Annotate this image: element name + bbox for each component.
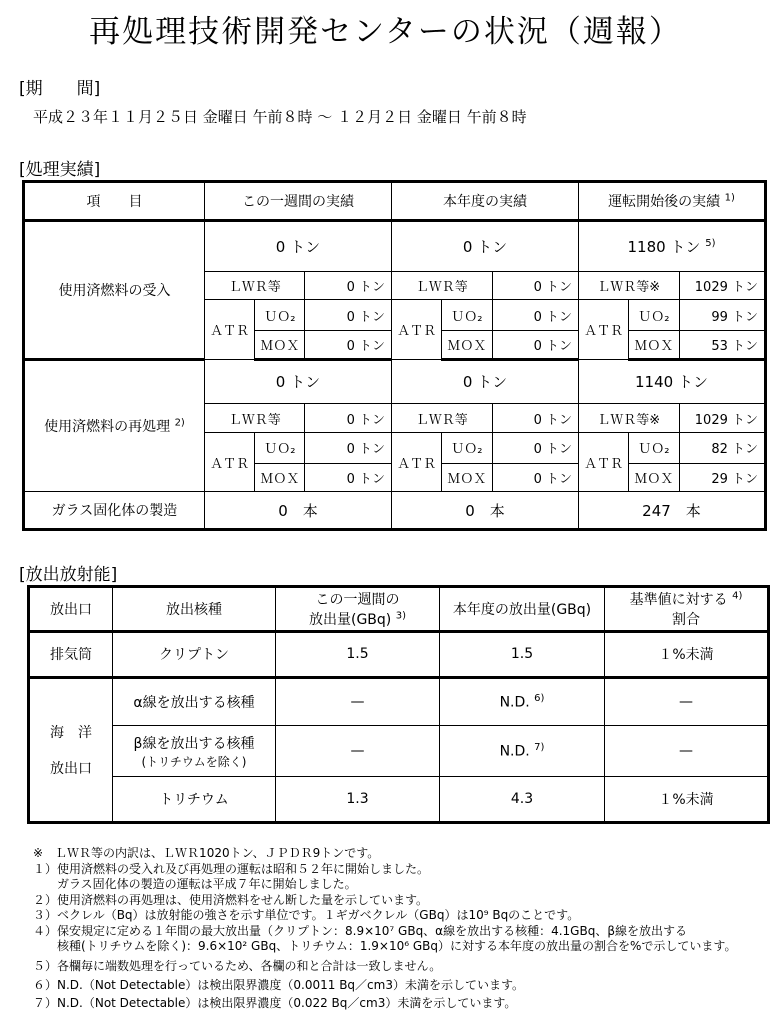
reprocess-label: 使用済燃料の再処理 $^{2)}$ [24, 359, 205, 492]
receipt-label: 使用済燃料の受入 [24, 220, 205, 359]
header-week-release: この一週間の 放出量(GBq) $^{3)}$ [276, 587, 440, 632]
reprocess-uo2-all: 82 トン [679, 432, 766, 463]
reprocess-mox-week: 0 トン [305, 463, 391, 492]
alpha-year: N.D. $^{6)}$ [440, 678, 605, 726]
release-table [27, 585, 770, 824]
tritium-ratio: １%未満 [605, 777, 769, 823]
stack-ratio: １%未満 [605, 631, 769, 678]
page-title: 再処理技術開発センターの状況（週報） [89, 14, 682, 50]
receipt-lwr-week: 0 トン [305, 271, 391, 300]
stack-nuclide: クリプトン [113, 631, 276, 678]
processing-table [22, 180, 767, 531]
header-year-release: 本年度の放出量(GBq) [440, 587, 605, 632]
note-4-cont: 核種(トリチウムを除く)：9.6×10² GBq、トリチウム：1.9×10⁶ GBq）に対する本年度の放出量の割合を%で示しています。 [33, 939, 737, 953]
uo2-label: ＵＯ₂ [629, 432, 679, 463]
alpha-week: — [276, 678, 440, 726]
glass-week: 0 本 [204, 492, 391, 530]
beta-nuclide: β線を放出する核種 (トリチウムを除く) [113, 725, 276, 777]
note-4: ４）保安規定に定める１年間の最大放出量（クリプトン：8.9×10⁷ GBq、α線を放出する核種：4.1GBq、β線を放出する [33, 923, 687, 938]
receipt-uo2-week: 0 トン [305, 300, 391, 331]
processing-heading: [処理実績] [19, 160, 101, 180]
lwr-label: ＬＷＲ等 [204, 404, 305, 433]
mox-label: ＭＯＸ [442, 463, 492, 492]
lwr-star-label: ＬＷＲ等※ [578, 271, 679, 300]
glass-label: ガラス固化体の製造 [24, 492, 205, 530]
tritium-week: 1.3 [276, 777, 440, 823]
reprocess-mox-year: 0 トン [492, 463, 578, 492]
receipt-mox-week: 0 トン [305, 330, 391, 359]
tritium-nuclide: トリチウム [113, 777, 276, 823]
note-6: ６）N.D.（Not Detectable）は検出限界濃度（0.0011 Bq／cm3）未満を示しています。 [33, 978, 525, 992]
atr-label: ＡＴＲ [204, 432, 254, 491]
reprocess-lwr-all: 1029 トン [679, 404, 766, 433]
receipt-uo2-all: 99 トン [679, 300, 766, 331]
note-2: ２）使用済燃料の再処理は、使用済燃料をせん断した量を示しています。 [33, 892, 429, 907]
atr-label: ＡＴＲ [391, 432, 441, 491]
uo2-label: ＵＯ₂ [255, 300, 305, 331]
reprocess-mox-all: 29 トン [679, 463, 766, 492]
note-star: ※ ＬＷＲ等の内訳は、ＬＷＲ1020トン、ＪＰＤＲ9トンです。 [33, 846, 380, 860]
header-ratio: 基準値に対する $^{4)}$ 割合 [605, 587, 769, 632]
receipt-total-all: 1180 トン $^{5)}$ [578, 220, 765, 271]
atr-label: ＡＴＲ [204, 300, 254, 359]
period-text: 平成２３年１１月２５日 金曜日 午前８時 ～ １２月２日 金曜日 午前８時 [33, 108, 527, 126]
uo2-label: ＵＯ₂ [255, 432, 305, 463]
glass-all: 247 本 [578, 492, 765, 530]
lwr-label: ＬＷＲ等 [391, 404, 492, 433]
reprocess-uo2-week: 0 トン [305, 432, 391, 463]
stack-outlet: 排気筒 [29, 631, 113, 678]
header-nuclide: 放出核種 [113, 587, 276, 632]
atr-label: ＡＴＲ [391, 300, 441, 359]
beta-ratio: — [605, 725, 769, 777]
mox-label: ＭＯＸ [629, 330, 679, 359]
beta-year: N.D. $^{7)}$ [440, 725, 605, 777]
header-outlet: 放出口 [29, 587, 113, 632]
receipt-total-year: 0 トン [391, 220, 578, 271]
note-1-cont: ガラス固化体の製造の運転は平成７年に開始しました。 [33, 877, 357, 891]
lwr-star-label: ＬＷＲ等※ [578, 404, 679, 433]
mox-label: ＭＯＸ [255, 463, 305, 492]
note-7: ７）N.D.（Not Detectable）は検出限界濃度（0.022 Bq／cm3）未満を示しています。 [33, 995, 517, 1010]
receipt-mox-all: 53 トン [679, 330, 766, 359]
header-year: 本年度の実績 [391, 182, 578, 221]
header-since-start: 運転開始後の実績 $^{1)}$ [578, 182, 765, 221]
note-1: １）使用済燃料の受入れ及び再処理の運転は昭和５２年に開始しました。 [33, 861, 430, 876]
reprocess-uo2-year: 0 トン [492, 432, 578, 463]
beta-week: — [276, 725, 440, 777]
alpha-nuclide: α線を放出する核種 [113, 678, 276, 726]
receipt-lwr-year: 0 トン [492, 271, 578, 300]
release-heading: [放出放射能] [19, 565, 118, 585]
reprocess-total-year: 0 トン [391, 359, 578, 404]
uo2-label: ＵＯ₂ [442, 432, 492, 463]
alpha-ratio: — [605, 678, 769, 726]
uo2-label: ＵＯ₂ [629, 300, 679, 331]
footnotes [33, 846, 736, 1011]
receipt-total-week: 0 トン [204, 220, 391, 271]
receipt-lwr-all: 1029 トン [679, 271, 766, 300]
mox-label: ＭＯＸ [629, 463, 679, 492]
mox-label: ＭＯＸ [442, 330, 492, 359]
glass-year: 0 本 [391, 492, 578, 530]
atr-label: ＡＴＲ [578, 432, 628, 491]
reprocess-lwr-week: 0 トン [305, 404, 391, 433]
lwr-label: ＬＷＲ等 [391, 271, 492, 300]
reprocess-lwr-year: 0 トン [492, 404, 578, 433]
mox-label: ＭＯＸ [255, 330, 305, 359]
stack-year: 1.5 [440, 631, 605, 678]
note-5: ５）各欄毎に端数処理を行っているため、各欄の和と合計は一致しません。 [33, 958, 442, 973]
sea-outlet: 海 洋 放出口 [29, 678, 113, 823]
tritium-year: 4.3 [440, 777, 605, 823]
receipt-mox-year: 0 トン [492, 330, 578, 359]
uo2-label: ＵＯ₂ [442, 300, 492, 331]
header-item: 項 目 [24, 182, 205, 221]
lwr-label: ＬＷＲ等 [204, 271, 305, 300]
stack-week: 1.5 [276, 631, 440, 678]
reprocess-total-week: 0 トン [204, 359, 391, 404]
period-heading: [期 間] [19, 79, 101, 99]
atr-label: ＡＴＲ [578, 300, 628, 359]
note-3: ３）ベクレル（Bq）は放射能の強さを示す単位です。１ギガベクレル（GBq）は10⁹ Bqのことです。 [33, 908, 580, 922]
header-week: この一週間の実績 [204, 182, 391, 221]
reprocess-total-all: 1140 トン [578, 359, 765, 404]
receipt-uo2-year: 0 トン [492, 300, 578, 331]
